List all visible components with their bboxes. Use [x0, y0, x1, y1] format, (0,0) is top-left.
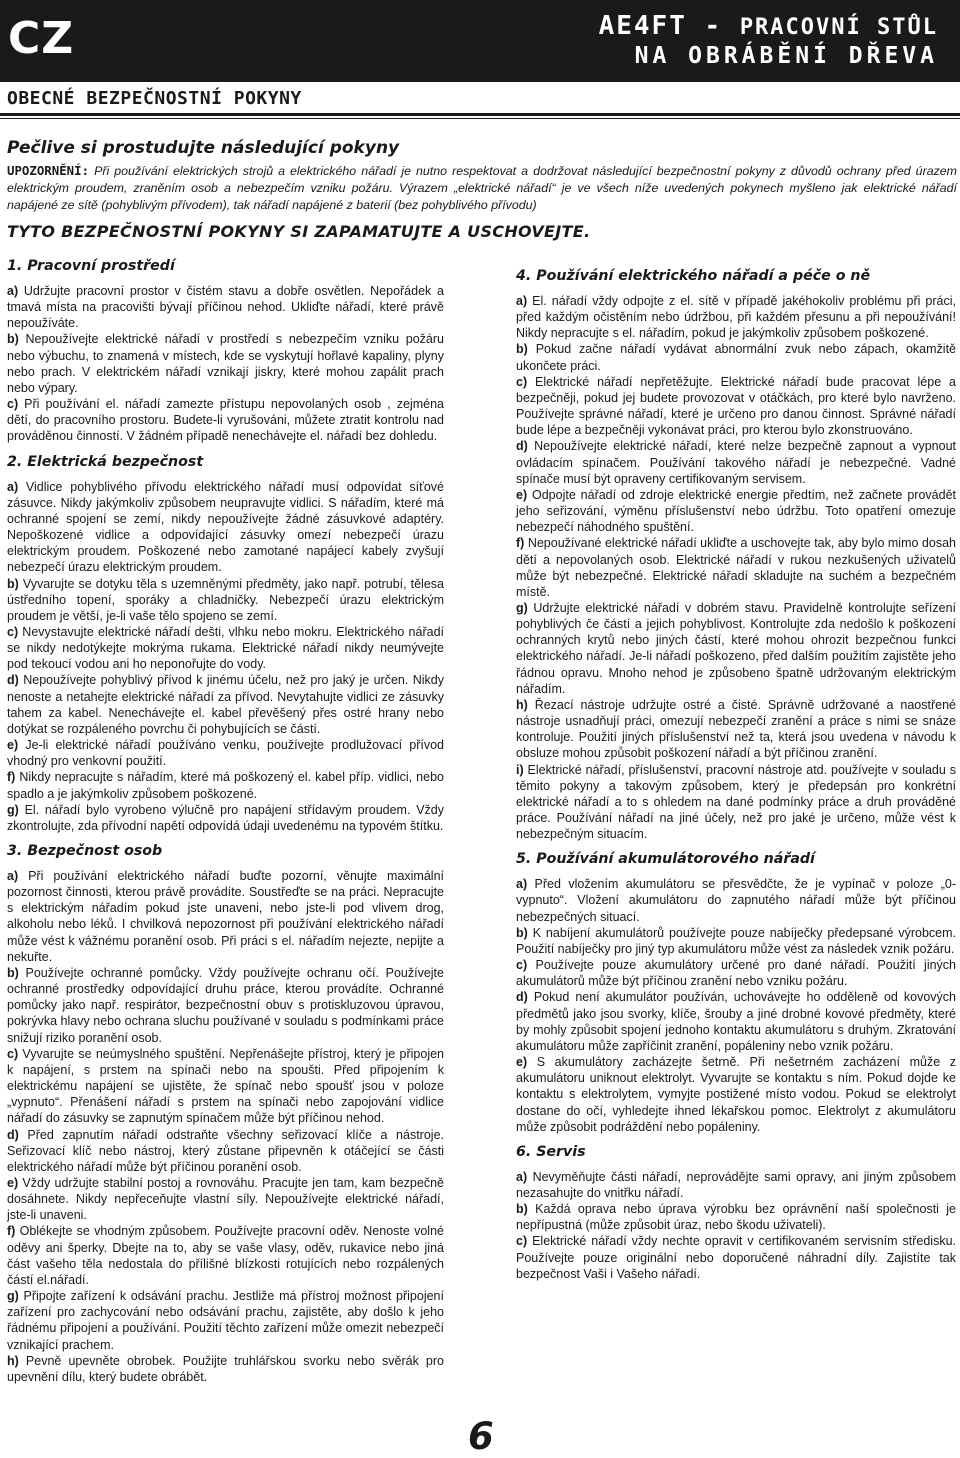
item-text: Nepoužívejte elektrické nářadí, které nelze bezpečně zapnout a vypnout ovládacím spínačem. Používání takového nářadí je nebezpečné. Vadné spínače musí být opraveny certifikovaným servisem.: [516, 439, 956, 486]
item-text: Používejte pouze akumulátory určené pro dané nářadí. Použití jiných akumulátorů může být příčinou zranění nebo vzniku požáru.: [516, 958, 956, 989]
item-letter: g): [516, 600, 528, 615]
safety-instruction: [516, 876, 956, 924]
item-text: Je-li elektrické nářadí používáno venku, používejte prodlužovací přívod vhodný pro venkovní použití.: [7, 738, 444, 769]
item-text: Nepoužívejte pohyblivý přívod k jinému účelu, než pro jaký je určen. Nikdy nenoste a netahejte elektrické nářadí za přívod. Nevytahujte vidlici ze zásuvky tahem za kabel. Nenechávejte el. kabel převěšený přes ostré hrany nebo dotýkat se rozpáleného povrchu či pohybujících se částí.: [7, 673, 444, 736]
item-letter: a): [516, 294, 528, 308]
item-letter: d): [7, 673, 19, 688]
safety-instruction: [7, 868, 444, 965]
item-text: El. nářadí vždy odpojte z el. sítě v případě jakéhokoliv problému při práci, před každým očistěním nebo údržbou, při každém přesunu a při nepoužívání! Nikdy nepracujte s el. nářadím, pokud je jakýmkoliv způsobem poškozené.: [516, 294, 956, 341]
item-text: Nikdy nepracujte s nářadím, které má poškozený el. kabel příp. vidlici, nebo spadlo a je jakýmkoliv způsobem poškozené.: [7, 770, 444, 801]
right-column: [516, 267, 956, 1282]
item-text: K nabíjení akumulátorů používejte pouze nabíječky předepsané výrobcem. Použití nabíječky pro jiný typ akumulátoru může vést za následek vznik požáru.: [516, 925, 956, 956]
safety-instruction: [7, 1288, 444, 1353]
country-code: CZ: [8, 13, 75, 64]
intro-paragraph: [7, 162, 957, 214]
title-line1: PRACOVNÍ STŮL: [739, 15, 938, 40]
left-column: [7, 257, 444, 1385]
safety-instruction: [7, 737, 444, 769]
item-text: Nevyměňujte části nářadí, neprovádějte sami opravy, ani jiným způsobem nezasahujte do vnitřku nářadí.: [516, 1169, 956, 1200]
item-text: Vyvarujte se neúmyslného spuštění. Nepřenášejte přístroj, který je připojen k napájení, s prstem na spínači nebo na spoušti. Před připojením k elektrickému napájení se ujistěte, že spínač nebo spoušť jsou v poloze „vypnuto“. Přenášení nářadí s prstem na spínači nebo zapojování vidlice nářadí do zásuvky se zapnutým spínačem může být příčinou nehod.: [7, 1046, 444, 1126]
item-letter: c): [516, 1234, 528, 1249]
safety-instruction: [7, 576, 444, 624]
safety-instruction: [516, 600, 956, 697]
item-text: Vždy udržujte stabilní postoj a rovnováhu. Pracujte jen tam, kam bezpečně dosáhnete. Nikdy nepřeceňujte vlastní síly. Nepoužívejte elektrické nářadí, jste-li unaveni.: [7, 1175, 444, 1223]
divider: [0, 113, 960, 116]
item-text: Připojte zařízení k odsávání prachu. Jestliže má přístroj možnost připojení zařízení pro zachycování nebo odsávání prachu, zajistěte, aby došlo k jeho řádnému připojení a používání. Použití těchto zařízení může omezit nebezpečí vznikající prachem.: [7, 1289, 444, 1352]
warning-lead: UPOZORNĚNÍ:: [7, 163, 90, 178]
safety-instruction: [516, 925, 956, 957]
item-letter: a): [7, 869, 19, 883]
safety-instruction: [7, 331, 444, 396]
section-heading: 1. Pracovní prostředí: [7, 258, 175, 274]
safety-instruction: [516, 1201, 956, 1233]
item-text: Každá oprava nebo úprava výrobku bez oprávnění naší společnosti je nepřípustná (může způsobit úraz, nebo škodu uživateli).: [516, 1202, 956, 1233]
item-letter: f): [7, 770, 16, 785]
item-text: Řezací nástroje udržujte ostré a čisté. Správně udržované a naostřené nástroje usnadňují práci, omezují nebezpečí zranění a práce s nimi se snáze kontroluje. Použití jiných příslušenství než ta, která jsou uvedena v návodu k obsluze mohou způsobit poškození nářadí a být příčinou zranění.: [516, 697, 956, 761]
item-letter: i): [516, 762, 524, 777]
item-text: El. nářadí bylo vyrobeno výlučně pro napájení střídavým proudem. Vždy zkontrolujte, zda přívodní napětí odpovídá údaji uvedenému na typovém štítku.: [7, 802, 444, 833]
divider-thin: [0, 118, 960, 119]
item-letter: b): [516, 1202, 528, 1217]
section-heading: 2. Elektrická bezpečnost: [7, 453, 204, 470]
page-number: 6: [468, 1415, 494, 1458]
item-letter: f): [516, 536, 525, 551]
item-letter: c): [7, 397, 19, 412]
safety-instruction: [516, 1054, 956, 1135]
section-heading: 3. Bezpečnost osob: [7, 843, 163, 859]
item-letter: d): [516, 990, 528, 1005]
item-text: Nevystavujte elektrické nářadí dešti, vlhku nebo mokru. Elektrického nářadí se nikdy nedotýkejte mokrýma rukama. Elektrické nářadí nikdy neumývejte pod tekoucí vodou ani ho neponořujte do vody.: [7, 624, 444, 672]
safety-instruction: [7, 396, 444, 444]
item-letter: b): [7, 576, 19, 591]
item-text: Udržujte elektrické nářadí v dobrém stavu. Pravidelně kontrolujte seřízení pohyblivých če částí a jejich pohyblivost. Kontrolujte zda nedošlo k poškození ochranných krytů nebo jiných částí, které mohou ohrozit bezpečnou funkci elektrického nářadí. Je-li nářadí poškozeno, před dalším použitím zajistěte jeho řádnou opravu. Mnoho nehod je způsobeno špatně udržovaným elektrickým nářadím.: [516, 600, 956, 696]
item-text: Odpojte nářadí od zdroje elektrické energie předtím, než začnete provádět jeho seřizování, výměnu příslušenství nebo údržbu. Toto opatření omezuje nebezpečí náhodného spuštění.: [516, 487, 956, 535]
safety-instruction: [516, 957, 956, 989]
safety-instruction: [7, 1223, 444, 1288]
item-letter: b): [7, 332, 19, 347]
item-letter: d): [516, 439, 528, 454]
item-letter: d): [7, 1127, 19, 1142]
safety-instruction: [516, 1233, 956, 1281]
item-text: S akumulátory zacházejte šetrně. Při nešetrném zacházení může z akumulátoru uniknout elektrolyt. Vyvarujte se kontaktu s ním. Pokud dojde ke kontaktu s elektrolytem, vymyjte postižené místo vodou. Pokud se elektrolyt dostane do očí, vyhledejte ihned lékařskou pomoc. Elektrolyt z akumulátoru může způsobit podráždění nebo popáleniny.: [516, 1055, 956, 1134]
item-letter: g): [7, 802, 19, 817]
item-letter: a): [516, 877, 528, 892]
item-text: Při používání el. nářadí zamezte přístupu nepovolaných osob , zejména dětí, do pracovního prostoru. Budete-li vyrušováni, můžete ztratit kontrolu nad prováděnou činností. V žádném případě nenechávejte el. nářadí bez dohledu.: [7, 397, 444, 444]
item-letter: e): [7, 738, 19, 753]
section-heading: 6. Servis: [516, 1143, 586, 1160]
model-code: AE4FT -: [598, 11, 740, 41]
item-text: Oblékejte se vhodným způsobem. Používejte pracovní oděv. Nenoste volné oděvy ani šperky. Dbejte na to, aby se vaše vlasy, oděv, rukavice nebo jiná část vašeho těla nedostala do přílišné blízkosti rotujících nebo rozpálených částí el.nářadí.: [7, 1224, 444, 1287]
safety-instruction: [516, 293, 956, 341]
section-heading: OBECNÉ BEZPEČNOSTNÍ POKYNY: [7, 88, 302, 109]
item-letter: b): [516, 342, 528, 357]
item-text: Nepoužívané elektrické nářadí ukliďte a uschovejte tak, aby bylo mimo dosah dětí a nepovolaných osob. Elektrické nářadí v rukou nezkušených uživatelů může být nebezpečné. Elektrické nářadí skladujte na suchém a bezpečném místě.: [516, 536, 956, 599]
safety-instruction: [7, 479, 444, 576]
item-text: Před zapnutím nářadí odstraňte všechny seřizovací klíče a nástroje. Seřizovací klíč nebo nástroj, který zůstane připevněn k otáčející se části elektrického nářadí může být příčinou poranění osob.: [7, 1127, 444, 1174]
item-text: Pokud není akumulátor používán, uchovávejte ho odděleně od kovových předmětů jako jsou svorky, klíče, šrouby a jiné drobné kovové předměty, které by mohly způsobit spojení jednoho kontaktu akumulátoru s druhým. Zkratování akumulátoru může zapříčinit zranění, popáleniny nebo vznik požáru.: [516, 990, 956, 1053]
safety-instruction: [516, 989, 956, 1054]
item-text: Před vložením akumulátoru se přesvědčte, že je vypínač v poloze „0-vypnuto“. Vložení akumulátoru do zapnutého nářadí může být příčinou nebezpečných situací.: [516, 877, 956, 924]
item-text: Nepoužívejte elektrické nářadí v prostředí s nebezpečím vzniku požáru nebo výbuchu, to znamená v místech, kde se vyskytují hořlavé kapaliny, plyny nebo prach. V elektrickém nářadí vznikají jiskry, které mohou zapálit prach nebo výpary.: [7, 332, 444, 395]
item-letter: e): [7, 1175, 19, 1190]
item-letter: e): [516, 1055, 528, 1070]
item-letter: c): [7, 624, 19, 639]
safety-instruction: [516, 341, 956, 373]
safety-instruction: [7, 965, 444, 1046]
safety-instruction: [516, 762, 956, 843]
safety-instruction: [7, 1175, 444, 1223]
safety-instruction: [516, 697, 956, 762]
item-text: Elektrické nářadí nepřetěžujte. Elektrické nářadí bude pracovat lépe a bezpečněji, pokud jej budete provozovat v otáčkách, pro které bylo navrženo. Používejte správné nářadí, které je určeno pro danou činnost. Správné nářadí bude lépe a bezpečněji vykonávat práci, pro kterou bylo zkonstruováno.: [516, 374, 956, 438]
intro-heading: Pečlive si prostudujte následující pokyny: [7, 138, 400, 158]
safety-instruction: [7, 1127, 444, 1175]
safety-instruction: [516, 487, 956, 535]
safety-instruction: [7, 283, 444, 331]
item-text: Vidlice pohyblivého přívodu elektrického nářadí musí odpovídat síťové zásuvce. Nikdy jakýmkoliv způsobem neupravujte vidlici. S nářadím, které má ochranné spojení se zemí, nikdy nepoužívejte žádné zásuvkové adaptéry. Nepoškozené vidlice a odpovídající zásuvky omezí nebezpečí úrazu elektrickým proudem. Poškozené nebo zamotané napájecí kabely zvyšují nebezpečí úrazu elektrickým proudem.: [7, 479, 444, 575]
item-text: Pokud začne nářadí vydávat abnormální zvuk nebo zápach, okamžitě ukončete práci.: [516, 342, 956, 373]
safety-instruction: [7, 1353, 444, 1385]
item-text: Vyvarujte se dotyku těla s uzemněnými předměty, jako např. potrubí, tělesa ústředního topení, sporáky a chladničky. Nebezpečí úrazu elektrickým proudem je větší, je-li vaše tělo spojeno se zemí.: [7, 576, 444, 623]
safety-instruction: [7, 802, 444, 834]
warning-text: Při používání elektrických strojů a elektrického nářadí je nutno respektovat a dodržovat následující bezpečnostní pokyny z důvodů ochrany před úrazem elektrickým proudem, zraněním osob a nebezpečím vzniku požáru. Výrazem „elektrické nářadí“ je ve všech níže uvedených pokynech myšleno jak elektrické nářadí napájené ze sítě (pohyblivým přívodem), tak nářadí napájené z baterií (bez pohyblivého přívodu): [7, 164, 957, 212]
safety-instruction: [7, 672, 444, 737]
safety-instruction: [516, 438, 956, 486]
title-line2: NA OBRÁBĚNÍ DŘEVA: [634, 43, 938, 69]
item-letter: a): [7, 284, 19, 298]
safety-instruction: [516, 374, 956, 439]
item-text: Pevně upevněte obrobek. Použijte truhlářskou svorku nebo svěrák pro upevnění dílu, který budete obrábět.: [7, 1353, 444, 1384]
item-letter: h): [516, 697, 528, 712]
item-letter: f): [7, 1224, 16, 1239]
section-heading: 4. Používání elektrického nářadí a péče o ně: [516, 268, 871, 284]
safety-instruction: [7, 1046, 444, 1127]
item-text: Udržujte pracovní prostor v čistém stavu a dobře osvětlen. Nepořádek a tmavá místa na pracovišti bývají příčinou nehod. Ukliďte nářadí, které právě nepoužíváte.: [7, 284, 444, 331]
keep-instructions-heading: TYTO BEZPEČNOSTNÍ POKYNY SI ZAPAMATUJTE A USCHOVEJTE.: [7, 222, 591, 241]
item-letter: c): [516, 958, 528, 973]
document-title: [599, 12, 938, 70]
item-letter: e): [516, 487, 528, 502]
item-text: Při používání elektrického nářadí buďte pozorní, věnujte maximální pozornost činnosti, kterou právě provádíte. Soustřeďte se na práci. Nepracujte s elektrickým nářadím pokud jste unaveni, nebo jste-li pod vlivem drog, alkoholu nebo léků. I chvilková nepozornost při používání elektrického nářadí může vést k vážnému poranění osob. Při práci s el. nářadím nejezte, nepijte a nekuřte.: [7, 869, 444, 964]
item-letter: a): [516, 1169, 528, 1184]
section-heading: 5. Používání akumulátorového nářadí: [516, 851, 815, 868]
item-letter: b): [516, 925, 528, 940]
item-letter: c): [516, 374, 528, 389]
item-letter: c): [7, 1046, 19, 1061]
safety-instruction: [7, 624, 444, 672]
item-text: Elektrické nářadí, příslušenství, pracovní nástroje atd. používejte v souladu s těmito pokyny a takovým způsobem, který je předepsán pro konkrétní elektrické nářadí a to s ohledem na dané podmínky práce a druh prováděné práce. Používání nářadí na jiné účely, než pro jaké je určeno, může vést k nebezpečným situacím.: [516, 762, 956, 842]
item-letter: g): [7, 1289, 19, 1304]
item-letter: b): [7, 965, 19, 980]
item-text: Elektrické nářadí vždy nechte opravit v certifikovaném servisním středisku. Používejte pouze originální nebo doporučené náhradní díly. Zajistíte tak bezpečnost Vaši i Vašeho nářadí.: [516, 1234, 956, 1281]
item-letter: h): [7, 1353, 19, 1368]
safety-instruction: [7, 769, 444, 801]
safety-instruction: [516, 1169, 956, 1201]
item-text: Používejte ochranné pomůcky. Vždy používejte ochranu očí. Používejte ochranné prostředky odpovídající druhu práce, kterou provádíte. Ochranné pomůcky jako např. respirátor, bezpečnostní obuv s protiskluzovou úpravou, pokrývka hlavy nebo ochrana sluchu používané v souladu s podmínkami práce snižují riziko poranění osob.: [7, 965, 444, 1045]
safety-instruction: [516, 535, 956, 600]
item-letter: a): [7, 479, 19, 494]
